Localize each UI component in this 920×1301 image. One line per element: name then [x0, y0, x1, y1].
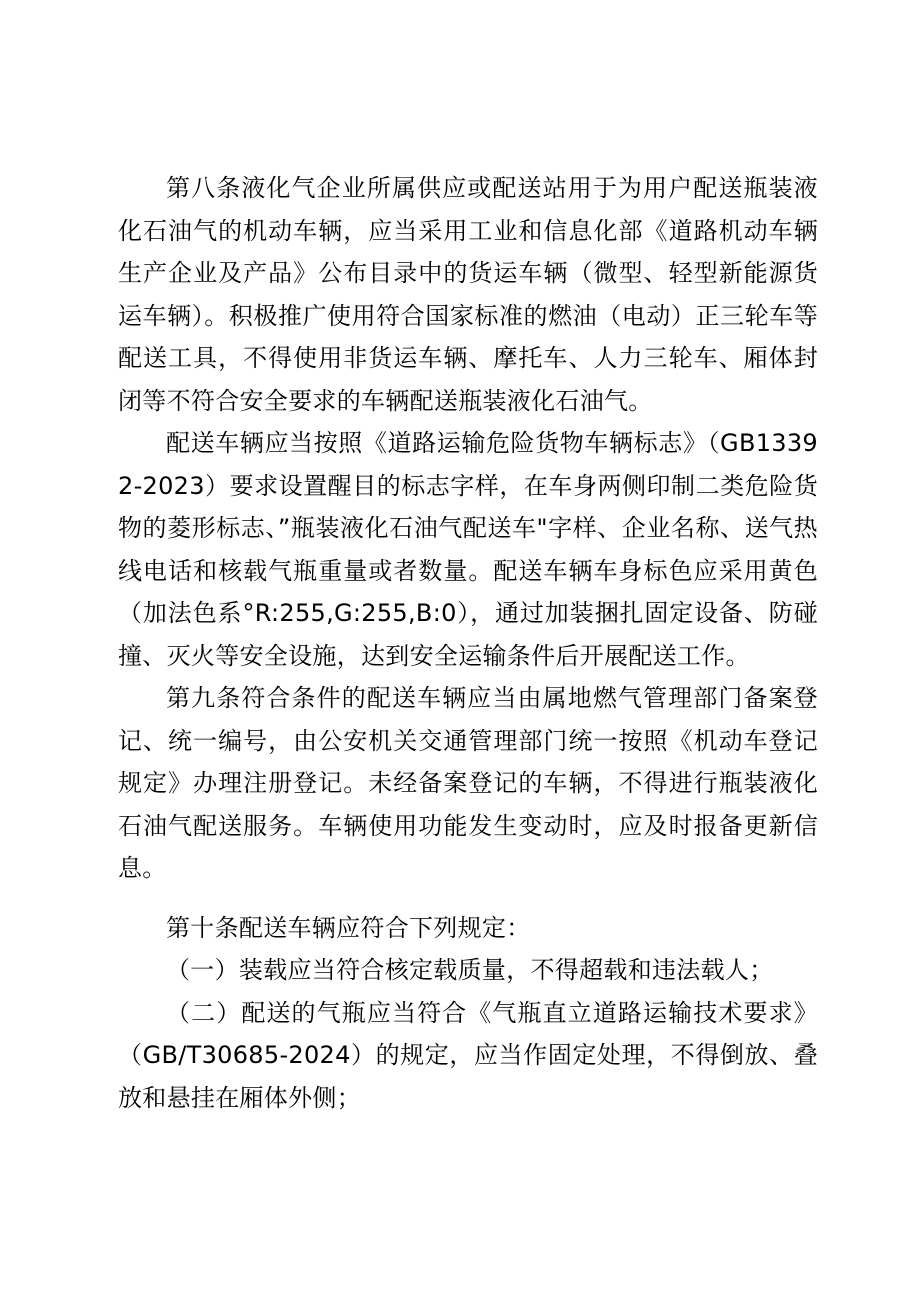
paragraph-article-8: 第八条液化气企业所属供应或配送站用于为用户配送瓶装液化石油气的机动车辆，应当采用工业和信息化部《道路机动车辆生产企业及产品》公布目录中的货运车辆（微型、轻型新能源货运车辆）。积极推广使用符合国家标准的燃油（电动）正三轮车等配送工具，不得使用非货运车辆、摩托车、人力三轮车、厢体封闭等不符合安全要求的车辆配送瓶装液化石油气。: [118, 174, 818, 415]
paragraph-article-10: 第十条配送车辆应符合下列规定：: [166, 913, 531, 942]
paragraph-vehicle-marking: 配送车辆应当按照《道路运输危险货物车辆标志》（GB13392-2023）要求设置醒目的标志字样，在车身两侧印制二类危险货物的菱形标志、”瓶装液化石油气配送车"字样、企业名称、送气热线电话和核载气瓶重量或者数量。配送车辆车身标色应采用黄色（加法色系°R:255,G:255,B:0），通过加装捆扎固定设备、防碰撞、灭火等安全设施，达到安全运输条件后开展配送工作。: [118, 429, 818, 670]
document-body: [118, 167, 818, 1119]
paragraph-item-2: （二）配送的气瓶应当符合《气瓶直立道路运输技术要求》（GB/T30685-2024）的规定，应当作固定处理，不得倒放、叠放和悬挂在厢体外侧；: [118, 998, 818, 1112]
paragraph-article-9: 第九条符合条件的配送车辆应当由属地燃气管理部门备案登记、统一编号，由公安机关交通管理部门统一按照《机动车登记规定》办理注册登记。未经备案登记的车辆，不得进行瓶装液化石油气配送服务。车辆使用功能发生变动时，应及时报备更新信息。: [118, 684, 818, 882]
paragraph-spacer: [118, 890, 818, 907]
paragraph-item-1: （一）装载应当符合核定载质量，不得超载和违法载人；: [166, 956, 774, 984]
